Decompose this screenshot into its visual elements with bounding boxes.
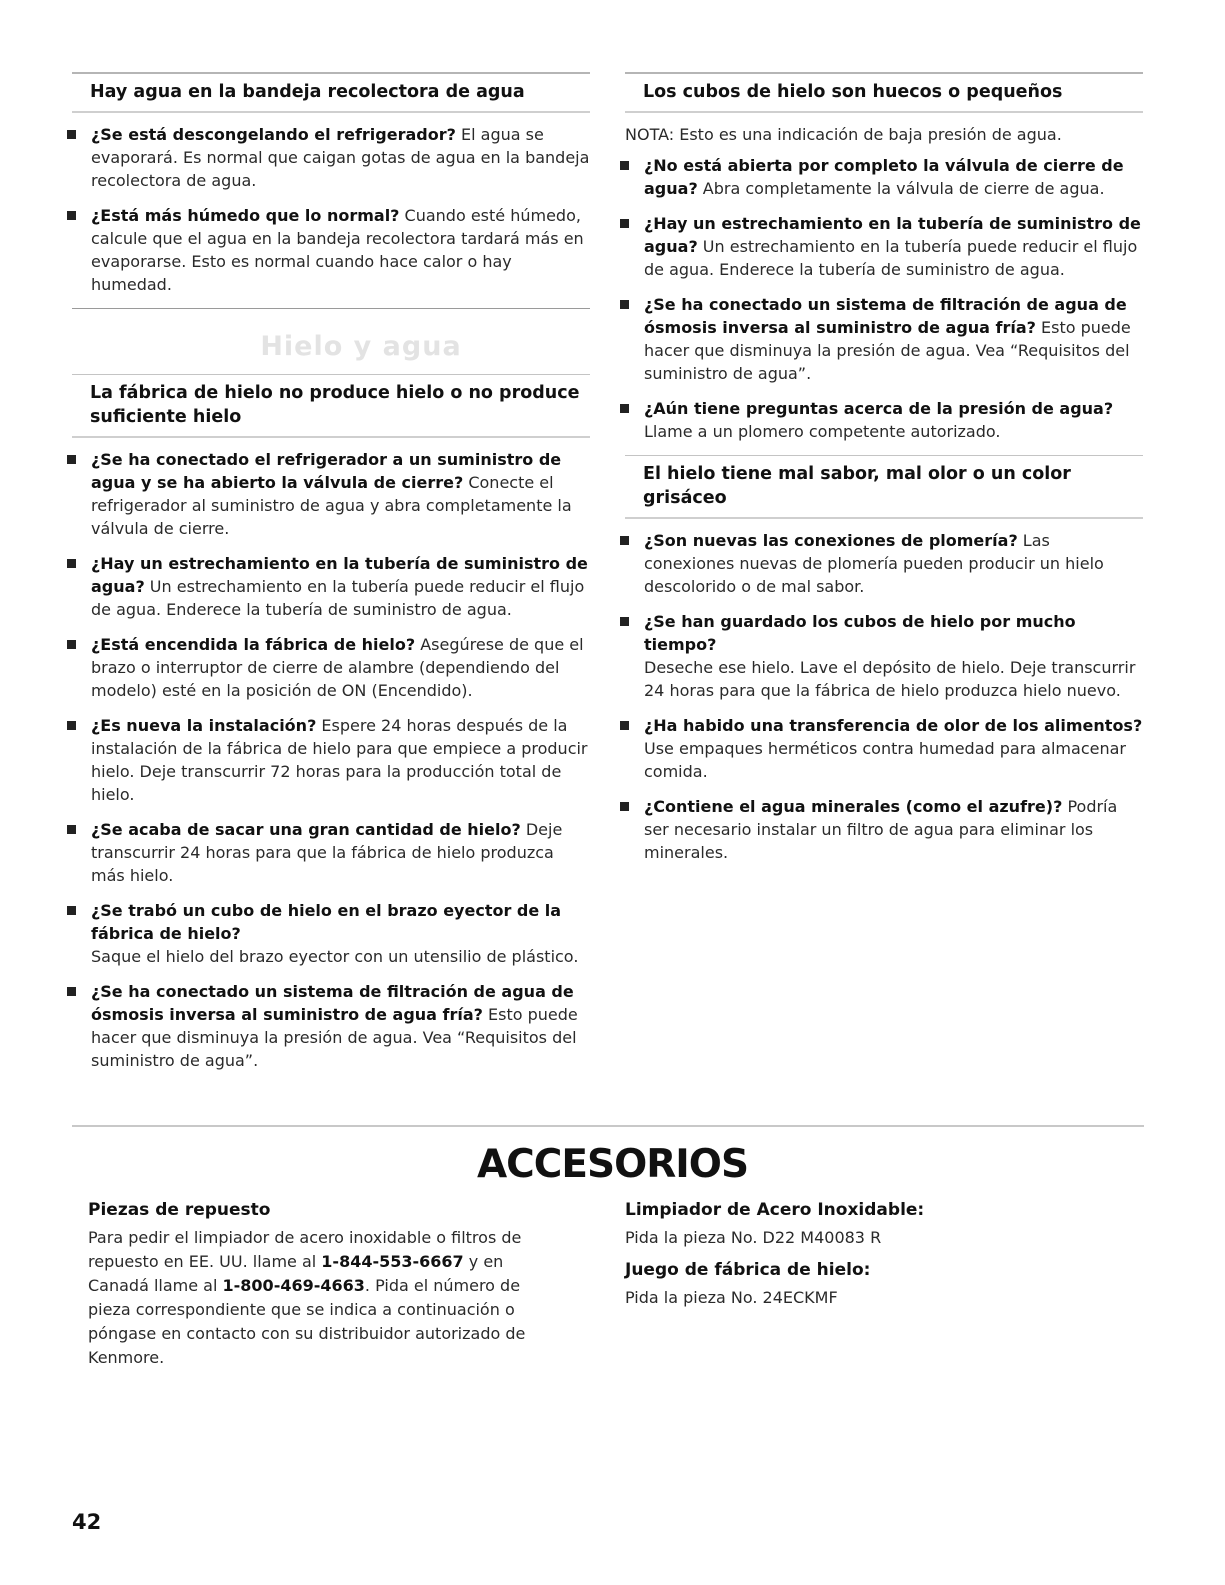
answer: Asegúrese de que el brazo o interruptor de cierre de alambre (dependiendo del modelo) esté en la posición de ON (Encendido). bbox=[91, 635, 584, 700]
answer: Esto puede hacer que disminuya la presión de agua. Vea “Requisitos del suministro de agua”. bbox=[91, 1005, 578, 1070]
answer: Un estrechamiento en la tubería puede reducir el flujo de agua. Enderece la tubería de suministro de agua. bbox=[644, 237, 1138, 279]
question: ¿Se ha conectado el refrigerador a un suministro de agua y se ha abierto la válvula de cierre? bbox=[91, 450, 562, 492]
list-item bbox=[625, 714, 1143, 783]
accesorios-rule bbox=[72, 1125, 1144, 1127]
answer: El agua se evaporará. Es normal que caigan gotas de agua en la bandeja recolectora de agua. bbox=[91, 125, 590, 190]
list-item bbox=[72, 980, 590, 1072]
list-item bbox=[625, 293, 1143, 385]
answer: Esto puede hacer que disminuya la presión de agua. Vea “Requisitos del suministro de agua”. bbox=[644, 318, 1131, 383]
answer: Deseche ese hielo. Lave el depósito de hielo. Deje transcurrir 24 horas para que la fábrica de hielo produzca hielo nuevo. bbox=[644, 658, 1136, 700]
question: ¿Es nueva la instalación? bbox=[91, 716, 317, 735]
list-item bbox=[625, 529, 1143, 598]
question: ¿Se trabó un cubo de hielo en el brazo eyector de la fábrica de hielo? bbox=[91, 901, 562, 943]
accesorios-title: ACCESORIOS bbox=[476, 1142, 749, 1187]
question: ¿Hay un estrechamiento en la tubería de suministro de agua? bbox=[91, 554, 588, 596]
left-column bbox=[72, 72, 590, 1084]
list-item bbox=[72, 552, 590, 621]
hollow-cubes-list bbox=[625, 113, 1143, 443]
stainless-cleaner-title: Limpiador de Acero Inoxidable: bbox=[625, 1200, 925, 1220]
replacement-parts-title: Piezas de repuesto bbox=[88, 1200, 271, 1220]
ice-maker-list bbox=[72, 438, 590, 1072]
question: ¿Se acaba de sacar una gran cantidad de hielo? bbox=[91, 820, 521, 839]
question: ¿Contiene el agua minerales (como el azufre)? bbox=[644, 797, 1063, 816]
question: ¿No está abierta por completo la válvula de cierre de agua? bbox=[644, 156, 1124, 198]
replacement-parts-text bbox=[88, 1226, 558, 1370]
answer: Espere 24 horas después de la instalación de la fábrica de hielo para que empiece a producir hielo. Deje transcurrir 72 horas para la producción total de hielo. bbox=[91, 716, 588, 804]
answer: Llame a un plomero competente autorizado. bbox=[644, 422, 1001, 441]
answer: Abra completamente la válvula de cierre de agua. bbox=[697, 179, 1105, 198]
list-item bbox=[72, 899, 590, 968]
accessory-parts bbox=[625, 1198, 1145, 1310]
question: ¿Está encendida la fábrica de hielo? bbox=[91, 635, 416, 654]
list-item bbox=[625, 610, 1143, 702]
question: ¿Se ha conectado un sistema de filtración de agua de ósmosis inversa al suministro de agua fría? bbox=[91, 982, 574, 1024]
text-segment: . Pida el número de pieza correspondiente que se indica a continuación o póngase en contacto con su distribuidor autorizado de Kenmore. bbox=[88, 1276, 526, 1367]
note-text: NOTA: Esto es una indicación de baja presión de agua. bbox=[625, 125, 1062, 144]
list-item bbox=[625, 397, 1143, 443]
answer: Conecte el refrigerador al suministro de agua y abra completamente la válvula de cierre. bbox=[91, 473, 572, 538]
list-item bbox=[625, 154, 1143, 200]
question: ¿Son nuevas las conexiones de plomería? bbox=[644, 531, 1018, 550]
answer: Las conexiones nuevas de plomería pueden producir un hielo descolorido o de mal sabor. bbox=[644, 531, 1104, 596]
question: ¿Hay un estrechamiento en la tubería de suministro de agua? bbox=[644, 214, 1141, 256]
stainless-cleaner-part: Pida la pieza No. D22 M40083 R bbox=[625, 1228, 882, 1247]
question: ¿Se ha conectado un sistema de filtración de agua de ósmosis inversa al suministro de agua fría? bbox=[644, 295, 1127, 337]
phone-canada: 1-800-469-4663 bbox=[222, 1276, 365, 1295]
question: ¿Aún tiene preguntas acerca de la presión de agua? bbox=[644, 399, 1114, 418]
answer: Deje transcurrir 24 horas para que la fábrica de hielo produzca más hielo. bbox=[91, 820, 563, 885]
section-title-bad-taste: El hielo tiene mal sabor, mal olor o un color grisáceo bbox=[625, 455, 1143, 519]
page-number: 42 bbox=[72, 1510, 102, 1534]
bad-taste-list bbox=[625, 519, 1143, 864]
replacement-parts bbox=[88, 1198, 558, 1370]
right-column bbox=[625, 72, 1143, 876]
text-segment: y en Canadá llame al bbox=[88, 1252, 504, 1295]
water-tray-list bbox=[72, 113, 590, 296]
ice-maker-kit-part: Pida la pieza No. 24ECKMF bbox=[625, 1288, 838, 1307]
question: ¿Está más húmedo que lo normal? bbox=[91, 206, 400, 225]
list-item bbox=[625, 795, 1143, 864]
list-item bbox=[625, 212, 1143, 281]
answer: Podría ser necesario instalar un filtro de agua para eliminar los minerales. bbox=[644, 797, 1118, 862]
list-item bbox=[72, 633, 590, 702]
section-heading-ice-water: Hielo y agua bbox=[260, 331, 462, 362]
text-segment: Para pedir el limpiador de acero inoxidable o filtros de repuesto en EE. UU. llame al bbox=[88, 1228, 522, 1271]
question: ¿Ha habido una transferencia de olor de los alimentos? bbox=[644, 716, 1143, 735]
section-title-hollow-cubes: Los cubos de hielo son huecos o pequeños bbox=[625, 72, 1143, 113]
section-title-water-tray: Hay agua en la bandeja recolectora de agua bbox=[72, 72, 590, 113]
list-item bbox=[72, 818, 590, 887]
phone-us: 1-844-553-6667 bbox=[321, 1252, 464, 1271]
answer: Saque el hielo del brazo eyector con un utensilio de plástico. bbox=[91, 947, 579, 966]
question: ¿Se está descongelando el refrigerador? bbox=[91, 125, 456, 144]
answer: Use empaques herméticos contra humedad para almacenar comida. bbox=[644, 739, 1126, 781]
list-item bbox=[72, 123, 590, 192]
question: ¿Se han guardado los cubos de hielo por mucho tiempo? bbox=[644, 612, 1076, 654]
ice-maker-kit-title: Juego de fábrica de hielo: bbox=[625, 1260, 871, 1280]
answer: Cuando esté húmedo, calcule que el agua en la bandeja recolectora tardará más en evaporarse. Esto es normal cuando hace calor o hay humedad. bbox=[91, 206, 584, 294]
list-item bbox=[72, 204, 590, 296]
section-title-ice-maker: La fábrica de hielo no produce hielo o no produce suficiente hielo bbox=[72, 374, 590, 438]
answer: Un estrechamiento en la tubería puede reducir el flujo de agua. Enderece la tubería de suministro de agua. bbox=[91, 577, 585, 619]
list-item bbox=[72, 448, 590, 540]
list-item bbox=[72, 714, 590, 806]
